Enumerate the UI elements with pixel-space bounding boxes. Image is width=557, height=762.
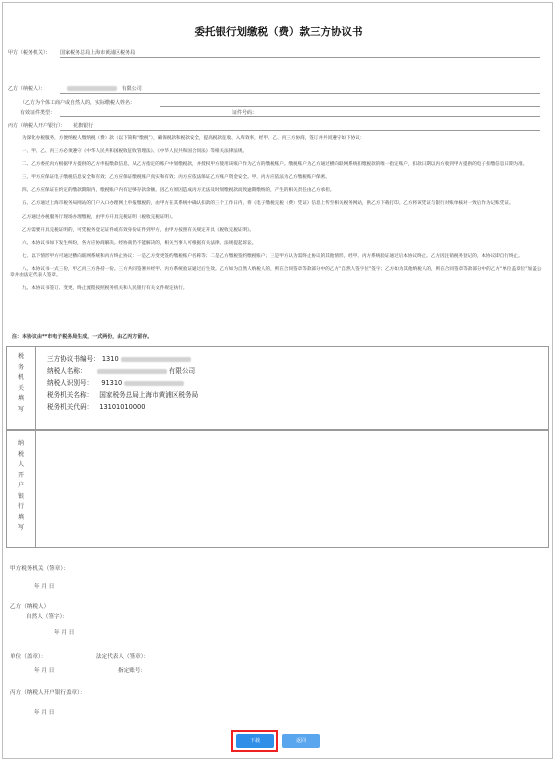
paragraph-5: 五、乙方通过上海市税务局网站的门户入口办理网上申报缴税的，由甲方在其系统中确认扣款的三个工作日内，将《电子缴税完税（费）凭证》信息上传至相关税务网站，供乙方下载打印。乙方将该凭证与银行对账单核对一致后作为记账凭证。 [22,201,514,207]
redacted-taxpayer-name [97,369,167,374]
paragraph-8: 八、本协议书一式三份，甲乙丙三方各持一份。三方共同签署并经甲、丙方系统验证通过后生效。乙方如为自然人纳税人的，则在合同签章等款部分中的乙方“自然人签字位”签字；乙方如为其他纳税人的，则在合同签章等款部分中的乙方“单位盖章位”加盖公章并由法定代表人签章。 [10,266,542,279]
party-b-line [8,86,142,92]
tax-authority-code-row [47,403,145,411]
party-a-value: 国家税务总局上海市黄浦区税务局 [60,50,136,56]
id-type-label: 有效证件类型： [20,110,56,116]
sign-party-a: 甲方税务机关（签章）： [10,566,69,572]
party-b-note-underline [160,106,540,107]
id-no-label: 证件号码： [232,110,258,116]
taxpayer-name-label: 纳税人名称： [47,367,87,375]
paragraph-5a: 乙方通过办税服务厅现场办理缴税，由甲方开具完税证明（税收完税证明）。 [22,214,176,220]
agreement-number-value: 1310 [101,355,119,363]
sign-date-4: 年 月 日 [34,710,55,716]
sign-natural-person: 自然人（签字）： [26,614,68,620]
tax-authority-box [6,346,549,430]
back-button[interactable]: 返回 [282,734,320,748]
party-a-line [8,50,135,56]
sign-party-b: 乙方（纳税人） [10,604,50,610]
paragraph-5b: 乙方需要开具完税证明的，可凭税务登记证件或有效身份证件到甲方，由甲方按照有关规定开具《税收完税证明》。 [22,227,254,233]
agreement-number-label: 三方协议书编号： [47,355,100,363]
id-type-line [20,110,55,116]
tax-authority-name-label: 税务机关名称： [47,391,94,399]
party-b-underline [60,93,540,94]
tax-authority-name-value: 国家税务总局上海市黄浦区税务局 [99,391,199,399]
sign-party-c: 丙方（纳税人开户银行盖章）： [10,690,86,696]
taxpayer-bank-box [6,430,549,548]
paragraph-9: 九、本协议书签订、变更、终止流程按照税务机关和人民银行有关文件规定执行。 [22,286,188,292]
party-b-label: 乙方（纳税人）： [8,86,46,92]
party-a-label: 甲方（税务机关）： [8,50,51,56]
paragraph-2: 二、乙方委托丙方根据甲方提供的乙方申报缴款信息，从乙方指定的账户中划缴税款，并授权甲方使用该账户作为乙方的缴税账户。缴税账户为乙方通过横向联网系统扣缴税款的唯一指定账户，扣款日期以丙方收到甲方提供的电子扣缴信息日期为准。 [22,162,528,168]
agreement-body [10,136,546,299]
redacted-number [121,357,191,362]
tax-authority-name-row [47,391,198,399]
tax-authority-side-label [7,347,36,429]
sign-account-no: 指定账号： [118,668,146,674]
agreement-number-row [47,355,191,363]
tax-side-text: 税 务 机 关 填 写 [17,353,24,413]
taxpayer-name-value: 有限公司 [168,367,196,375]
sign-date-1: 年 月 日 [34,584,55,590]
redacted-name [67,86,117,91]
id-underline [60,116,540,117]
paragraph-3: 三、甲方应保证电子缴税信息安全和有效；乙方应保证缴税账户真实和有效；丙方应依法保证乙方账户资金安全。甲、丙方应依法为乙方缴税账户保密。 [22,175,330,181]
party-b-value: 有限公司 [121,86,142,92]
sign-date-2: 年 月 日 [54,630,75,636]
party-b-note: （乙方为个体工商户或自然人的，实际缴税人姓名： [20,100,136,106]
taxpayer-id-label: 纳税人识别号： [47,379,94,387]
party-c-label: 丙方（纳税人开户银行）： [8,123,66,129]
bold-note: 注：本协议由**市电子税务局生成，一式两份，由乙丙方留存。 [12,334,153,340]
party-c-value: 花旗银行 [73,123,94,129]
sign-legal-rep: 法定代表人（签章）： [96,654,150,660]
page-title: 委托银行划缴税（费）款三方协议书 [194,26,363,38]
party-a-underline [60,57,540,58]
paragraph-intro: 为深化办税服务，方便纳税人缴纳税（费）款（以下简称“缴税”），确保税款和税款安全，提高税款征收、入库效率，经甲、乙、丙三方协商，签订并共同遵守如下协议： [22,136,365,141]
taxpayer-id-row [47,379,184,387]
party-c-underline [60,130,540,131]
taxpayer-bank-side-label [7,431,36,547]
bank-side-text: 纳 税 人 开 户 银 行 填 写 [17,440,24,531]
taxpayer-id-value: 91310 [101,379,123,387]
taxpayer-name-row [47,367,195,375]
redacted-taxpayer-id [124,381,184,386]
paragraph-7: 七、以下情形甲方可通过横向联网系统和丙方终止协议：一是乙方变更签约缴税账户名称等；二是乙方缴税签约缴税账户；三是甲方认为需终止协议的其他情形。经甲、丙方系统验证通过后本协议终止。乙方因注销税务登记的，本协议即自行终止。 [22,253,523,259]
tax-authority-code-value: 13101010000 [99,403,146,411]
paragraph-1: 一、甲、乙、丙三方必须遵守《中华人民共和国税收征收管理法》、《中华人民共和国合同法》等相关法律法规。 [22,149,248,155]
paragraph-4: 四、乙方应保证在约定的缴款期限内，缴税账户内有足够存款余额。因乙方原因造成丙方无法及时划缴税款而致逾期缴纳的，产生的相关责任由乙方承担。 [22,188,335,194]
download-button[interactable]: 下载 [236,734,274,748]
paragraph-6: 六、本协议书如下发生纠纷，各方应协商解决。经协商仍不能解决的，相关当事人可根据有关法律、法规提起诉讼。 [22,240,257,246]
tax-authority-code-label: 税务机关代码： [47,403,94,411]
sign-unit: 单位（盖章）： [10,654,47,660]
sign-date-3: 年 月 日 [34,668,55,674]
party-c-line [8,123,93,129]
